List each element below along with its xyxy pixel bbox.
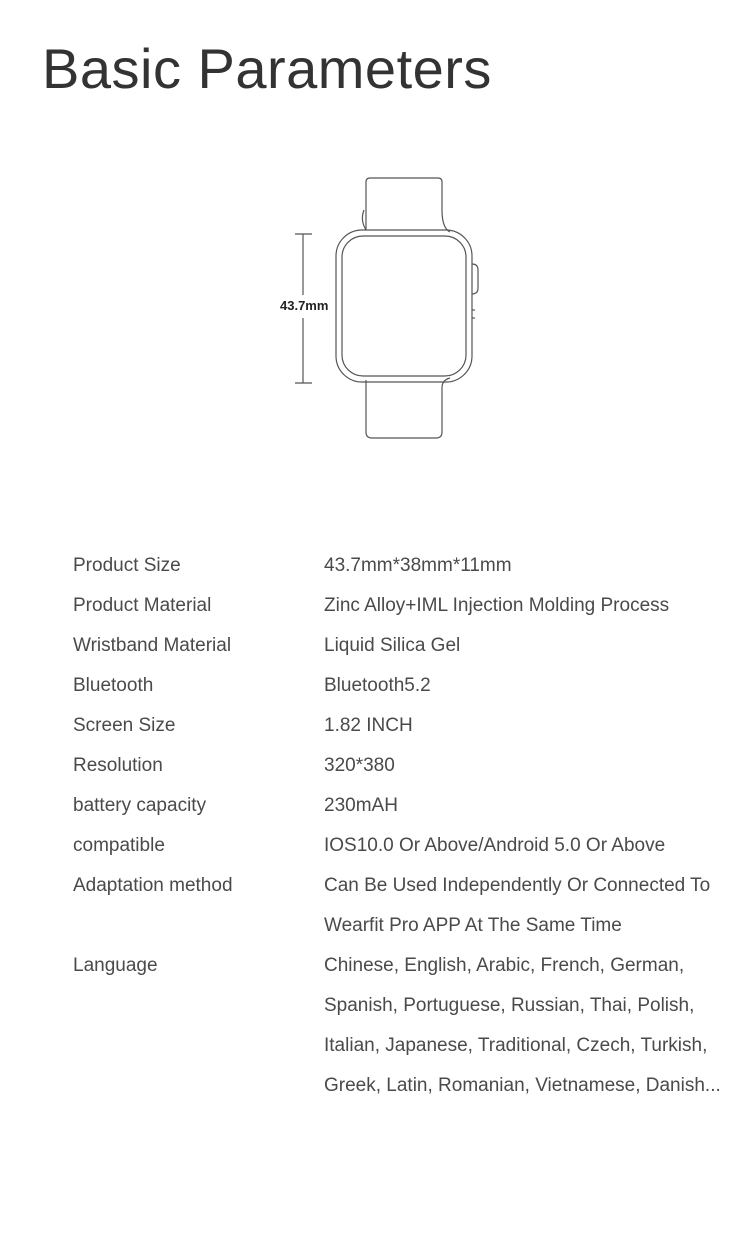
spec-value xyxy=(324,866,743,946)
spec-value-line: Greek, Latin, Romanian, Vietnamese, Danish... xyxy=(324,1075,721,1096)
spec-row xyxy=(73,626,743,666)
spec-label: Product Material xyxy=(73,595,212,616)
spec-value-line: Chinese, English, Arabic, French, German, xyxy=(324,955,685,976)
spec-table xyxy=(73,546,743,1106)
spec-value-line: Spanish, Portuguese, Russian, Thai, Polish, xyxy=(324,995,695,1016)
spec-label: Product Size xyxy=(73,555,181,576)
spec-label: Bluetooth xyxy=(73,675,154,696)
spec-value xyxy=(324,946,743,1106)
spec-value xyxy=(324,746,743,786)
spec-label: Language xyxy=(73,955,158,976)
spec-row xyxy=(73,786,743,826)
spec-value xyxy=(324,706,743,746)
height-dimension-label: 43.7mm xyxy=(280,298,329,313)
spec-row xyxy=(73,666,743,706)
spec-value-line: 320*380 xyxy=(324,755,395,776)
spec-value-line: Liquid Silica Gel xyxy=(324,635,461,656)
spec-row xyxy=(73,866,743,946)
spec-value-line: Zinc Alloy+IML Injection Molding Process xyxy=(324,595,670,616)
spec-value-line: Can Be Used Independently Or Connected To xyxy=(324,875,711,896)
spec-value-line: 43.7mm*38mm*11mm xyxy=(324,555,512,576)
spec-row xyxy=(73,706,743,746)
spec-value-line: Wearfit Pro APP At The Same Time xyxy=(324,915,622,936)
spec-label: Adaptation method xyxy=(73,875,233,896)
spec-value xyxy=(324,786,743,826)
spec-row xyxy=(73,826,743,866)
spec-value xyxy=(324,626,743,666)
spec-label: battery capacity xyxy=(73,795,207,816)
spec-value-line: 230mAH xyxy=(324,795,398,816)
page-title: Basic Parameters xyxy=(42,37,492,100)
spec-value xyxy=(324,666,743,706)
spec-value-line: Bluetooth5.2 xyxy=(324,675,431,696)
spec-row xyxy=(73,546,743,586)
spec-value-line: Italian, Japanese, Traditional, Czech, Turkish, xyxy=(324,1035,708,1056)
spec-label: Resolution xyxy=(73,755,163,776)
spec-value-line: IOS10.0 Or Above/Android 5.0 Or Above xyxy=(324,835,666,856)
watch-illustration xyxy=(270,170,490,450)
spec-label: Screen Size xyxy=(73,715,176,736)
spec-value xyxy=(324,826,743,866)
spec-row xyxy=(73,746,743,786)
spec-label: Wristband Material xyxy=(73,635,232,656)
spec-row xyxy=(73,586,743,626)
spec-row xyxy=(73,946,743,1106)
spec-value-line: 1.82 INCH xyxy=(324,715,413,736)
spec-label: compatible xyxy=(73,835,165,856)
spec-value xyxy=(324,546,743,586)
spec-value xyxy=(324,586,743,626)
